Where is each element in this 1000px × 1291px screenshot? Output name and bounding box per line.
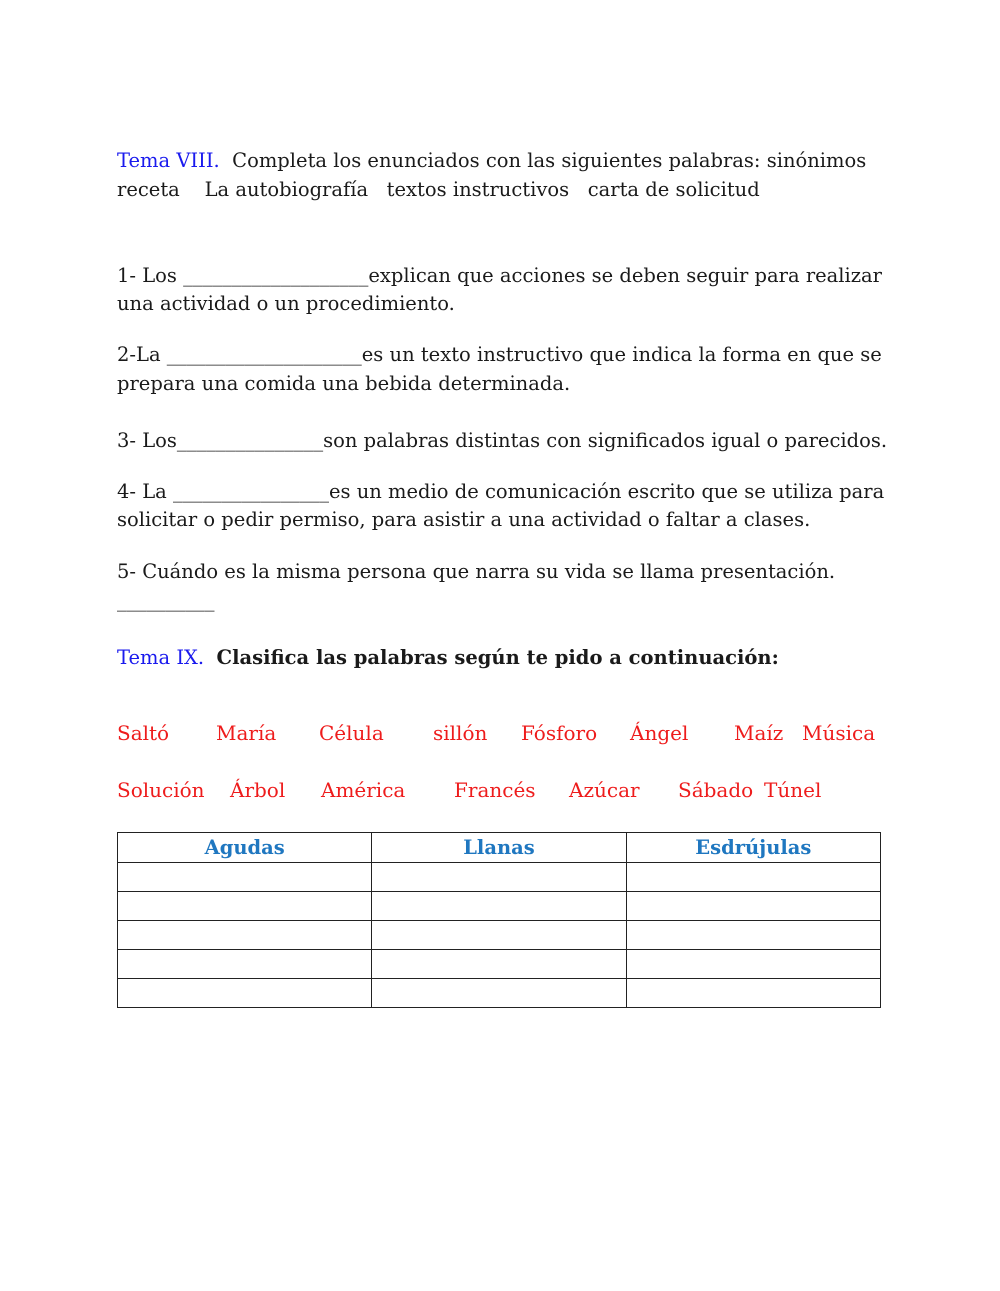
tema8-label: Tema VIII. [117,149,220,172]
item-5-line-2: __________ [117,589,215,612]
tema8-instruction: Completa los enunciados con las siguientes palabras: sinónimos [232,149,867,172]
tema9-heading [117,644,779,672]
item-4-line-2: solicitar o pedir permiso, para asistir a una actividad o faltar a clases. [117,508,811,531]
item-5-line-1: 5- Cuándo es la misma persona que narra su vida se llama presentación. [117,560,836,583]
table-row [118,892,881,921]
table-cell[interactable] [626,863,880,892]
table-cell[interactable] [372,950,626,979]
word-item: Saltó [117,721,170,745]
tema8-heading [117,147,866,175]
word-item: Célula [319,721,384,745]
table-cell[interactable] [626,979,880,1008]
word-item: María [216,721,277,745]
table-cell[interactable] [118,950,372,979]
classification-table [117,832,881,1008]
word-item: Túnel [764,778,822,802]
table-cell[interactable] [118,979,372,1008]
word-item: América [321,778,406,802]
item-2-line-1: 2-La ____________________es un texto instructivo que indica la forma en que se [117,343,882,366]
table-cell[interactable] [626,921,880,950]
table-cell[interactable] [118,921,372,950]
item-3-line-1: 3- Los_______________son palabras distintas con significados igual o parecidos. [117,429,888,452]
tema8-word-bank: receta La autobiografía textos instructivos carta de solicitud [117,178,760,201]
word-item: Francés [454,778,536,802]
word-item: Fósforo [521,721,598,745]
word-item: Sábado [678,778,754,802]
item-1-line-2: una actividad o un procedimiento. [117,292,455,315]
header-llanas: Llanas [372,833,626,863]
word-item: Azúcar [569,778,640,802]
table-row [118,921,881,950]
table-cell[interactable] [372,892,626,921]
tema9-instruction: Clasifica las palabras según te pido a continuación: [216,646,779,669]
table-cell[interactable] [372,863,626,892]
item-1-line-1: 1- Los ___________________explican que acciones se deben seguir para realizar [117,264,882,287]
word-item: Solución [117,778,205,802]
table-row [118,979,881,1008]
item-4-line-1: 4- La ________________es un medio de comunicación escrito que se utiliza para [117,480,885,503]
header-esdrujulas: Esdrújulas [626,833,880,863]
table-cell[interactable] [372,979,626,1008]
table-cell[interactable] [118,863,372,892]
table-cell[interactable] [372,921,626,950]
table-header-row [118,833,881,863]
table-cell[interactable] [626,950,880,979]
word-item: Árbol [230,778,286,802]
item-2-line-2: prepara una comida una bebida determinada. [117,372,571,395]
header-agudas: Agudas [118,833,372,863]
table-cell[interactable] [118,892,372,921]
tema9-label: Tema IX. [117,646,205,669]
word-item: Música [802,721,876,745]
table-row [118,863,881,892]
word-item: sillón [433,721,488,745]
word-item: Ángel [630,721,689,745]
table-row [118,950,881,979]
word-item: Maíz [734,721,784,745]
table-cell[interactable] [626,892,880,921]
